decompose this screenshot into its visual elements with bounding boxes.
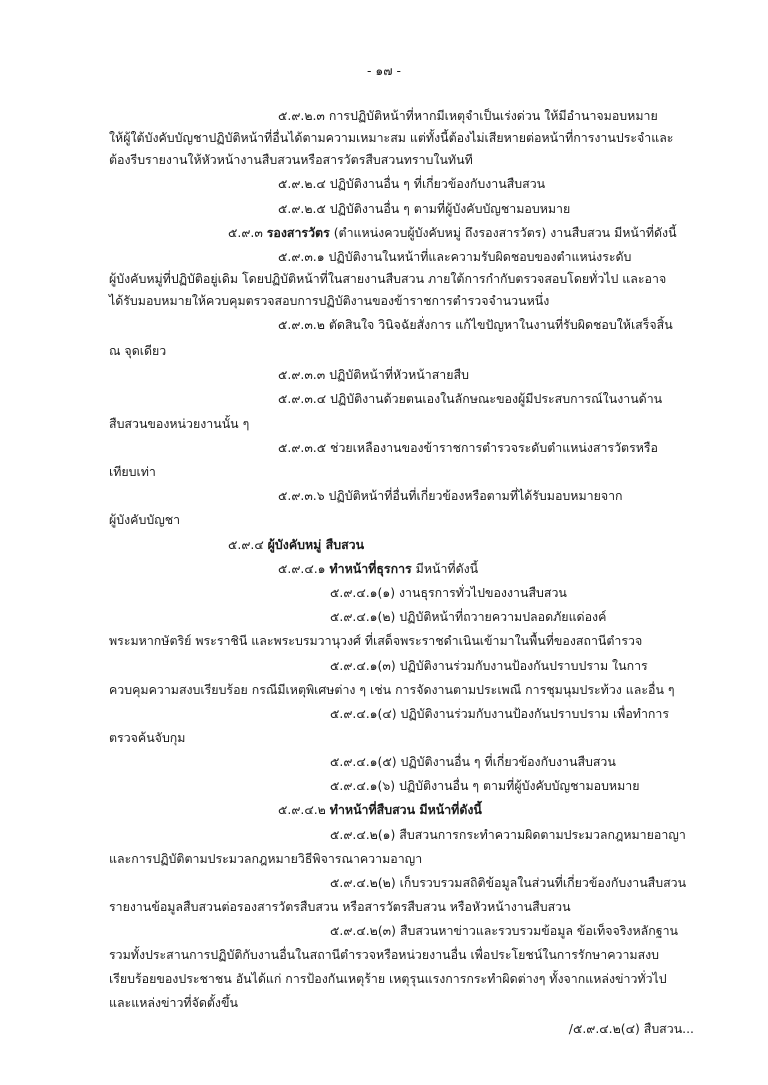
text-line: พระมหากษัตริย์ พระราชินี และพระบรมวานุวงศ์ ที่เสด็จพระราชดำเนินเข้ามาในพื้นที่ของสถานีตำรวจ [109,633,643,648]
text-line: ๕.๙.๔.๑(๑) งานธุรการทั่วไปของงานสืบสวน [330,585,567,600]
text-line: ๕.๙.๔.๑(๔) ปฏิบัติงานร่วมกับงานป้องกันปราบปราม เพื่อทำการ [330,706,670,721]
text-line: เทียบเท่า [109,464,156,479]
text-line: ๕.๙.๔.๑(๒) ปฏิบัติหน้าที่ถวายความปลอดภัยแด่องค์ [330,609,607,624]
subsection-heading [278,799,482,821]
text-line: ๕.๙.๒.๓ การปฏิบัติหน้าที่หากมีเหตุจำเป็นเร่งด่วน ให้มีอำนาจมอบหมาย [278,108,658,123]
text-line: สืบสวนของหน่วยงานนั้น ๆ [109,416,250,431]
text-line: ผู้บังคับบัญชา [109,512,181,527]
text-line: และการปฏิบัติตามประมวลกฎหมายวิธีพิจารณาความอาญา [109,851,423,866]
section-title: ผู้บังคับหมู่ สืบสวน [267,537,365,552]
text-line: ๕.๙.๔.๒(๑) สืบสวนการกระทำความผิดตามประมวลกฎหมายอาญา [330,827,686,842]
text-line: ๕.๙.๓.๓ ปฏิบัติหน้าที่หัวหน้าสายสืบ [278,367,469,382]
subsection-heading [278,558,478,580]
text-line: รวมทั้งประสานการปฏิบัติกับงานอื่นในสถานีตำรวจหรือหน่วยงานอื่น เพื่อประโยชน์ในการรักษาความสงบ [109,947,660,962]
section-heading [228,534,364,556]
text-line: ๕.๙.๒.๔ ปฏิบัติงานอื่น ๆ ที่เกี่ยวข้องกับงานสืบสวน [278,176,546,191]
section-title: ทำหน้าที่สืบสวน มีหน้าที่ดังนี้ [329,802,482,817]
text-line: ให้ผู้ใต้บังคับบัญชาปฏิบัติหน้าที่อื่นได้ตามความเหมาะสม แต่ทั้งนี้ต้องไม่เสียหายต่อหน้าที่การงานประจำและ [109,130,674,145]
section-title: รองสารวัตร [266,225,330,240]
text-line: และแหล่งข่าวที่จัดตั้งขึ้น [109,995,238,1010]
text-line: ๕.๙.๓.๒ ตัดสินใจ วินิจฉัยสั่งการ แก้ไขปัญหาในงานที่รับผิดชอบให้เสร็จสิ้น [278,317,673,332]
text-line: ควบคุมความสงบเรียบร้อย กรณีมีเหตุพิเศษต่าง ๆ เช่น การจัดงานตามประเพณี การชุมนุมประท้วง และอื่น ๆ [109,682,675,697]
text-line: ผู้บังคับหมู่ที่ปฏิบัติอยู่เดิม โดยปฏิบัติหน้าที่ในสายงานสืบสวน ภายใต้การกำกับตรวจสอบโดยทั่วไป และอาจ [109,271,667,286]
text-line: ๕.๙.๔.๒(๓) สืบสวนหาข่าวและรวบรวมข้อมูล ข้อเท็จจริงหลักฐาน [330,923,678,938]
section-text: มีหน้าที่ดังนี้ [415,561,479,576]
text-line: ๕.๙.๔.๑(๓) ปฏิบัติงานร่วมกับงานป้องกันปราบปราม ในการ [330,658,648,673]
text-line: ณ จุดเดียว [109,343,167,358]
text-line: ๕.๙.๒.๕ ปฏิบัติงานอื่น ๆ ตามที่ผู้บังคับบัญชามอบหมาย [278,201,571,216]
section-number: ๕.๙.๓ [228,225,263,240]
text-line: ๕.๙.๓.๕ ช่วยเหลืองานของข้าราชการตำรวจระดับตำแหน่งสารวัตรหรือ [278,440,659,455]
text-line: เรียบร้อยของประชาชน อันได้แก่ การป้องกันเหตุร้าย เหตุรุนแรงการกระทำผิดต่างๆ ทั้งจากแหล่งข่าวทั่วไป [109,971,667,986]
text-line: ๕.๙.๓.๔ ปฏิบัติงานด้วยตนเองในลักษณะของผู้มีประสบการณ์ในงานด้าน [278,391,663,406]
section-title: ทำหน้าที่ธุรการ [329,561,412,576]
text-line: ได้รับมอบหมายให้ควบคุมตรวจสอบการปฏิบัติงานของข้าราชการตำรวจจำนวนหนึ่ง [109,293,550,308]
section-number: ๕.๙.๔ [228,537,264,552]
section-number: ๕.๙.๔.๑ [278,561,326,576]
page-number: - ๑๗ - [366,63,401,78]
text-line: ต้องรีบรายงานให้หัวหน้างานสืบสวนหรือสารวัตรสืบสวนทราบในทันที [109,152,473,167]
section-text: (ตำแหน่งควบผู้บังคับหมู่ ถึงรองสารวัตร) งานสืบสวน มีหน้าที่ดังนี้ [333,225,677,240]
text-line: ๕.๙.๔.๑(๖) ปฏิบัติงานอื่น ๆ ตามที่ผู้บังคับบัญชามอบหมาย [330,778,640,793]
text-line: ๕.๙.๔.๑(๕) ปฏิบัติงานอื่น ๆ ที่เกี่ยวข้องกับงานสืบสวน [330,754,616,769]
text-line: ตรวจค้นจับกุม [109,730,186,745]
section-number: ๕.๙.๔.๒ [278,802,326,817]
text-line: ๕.๙.๓.๑ ปฏิบัติงานในหน้าที่และความรับผิดชอบของตำแหน่งระดับ [278,249,632,264]
section-heading [228,222,677,244]
text-line: ๕.๙.๓.๖ ปฏิบัติหน้าที่อื่นที่เกี่ยวข้องหรือตามที่ได้รับมอบหมายจาก [278,488,623,503]
text-line: รายงานข้อมูลสืบสวนต่อรองสารวัตรสืบสวน หรือสารวัตรสืบสวน หรือหัวหน้างานสืบสวน [109,899,571,914]
continuation-marker: /๕.๙.๔.๒(๔) สืบสวน... [568,1021,694,1036]
text-line: ๕.๙.๔.๒(๒) เก็บรวบรวมสถิติข้อมูลในส่วนที่เกี่ยวข้องกับงานสืบสวน [330,875,687,890]
